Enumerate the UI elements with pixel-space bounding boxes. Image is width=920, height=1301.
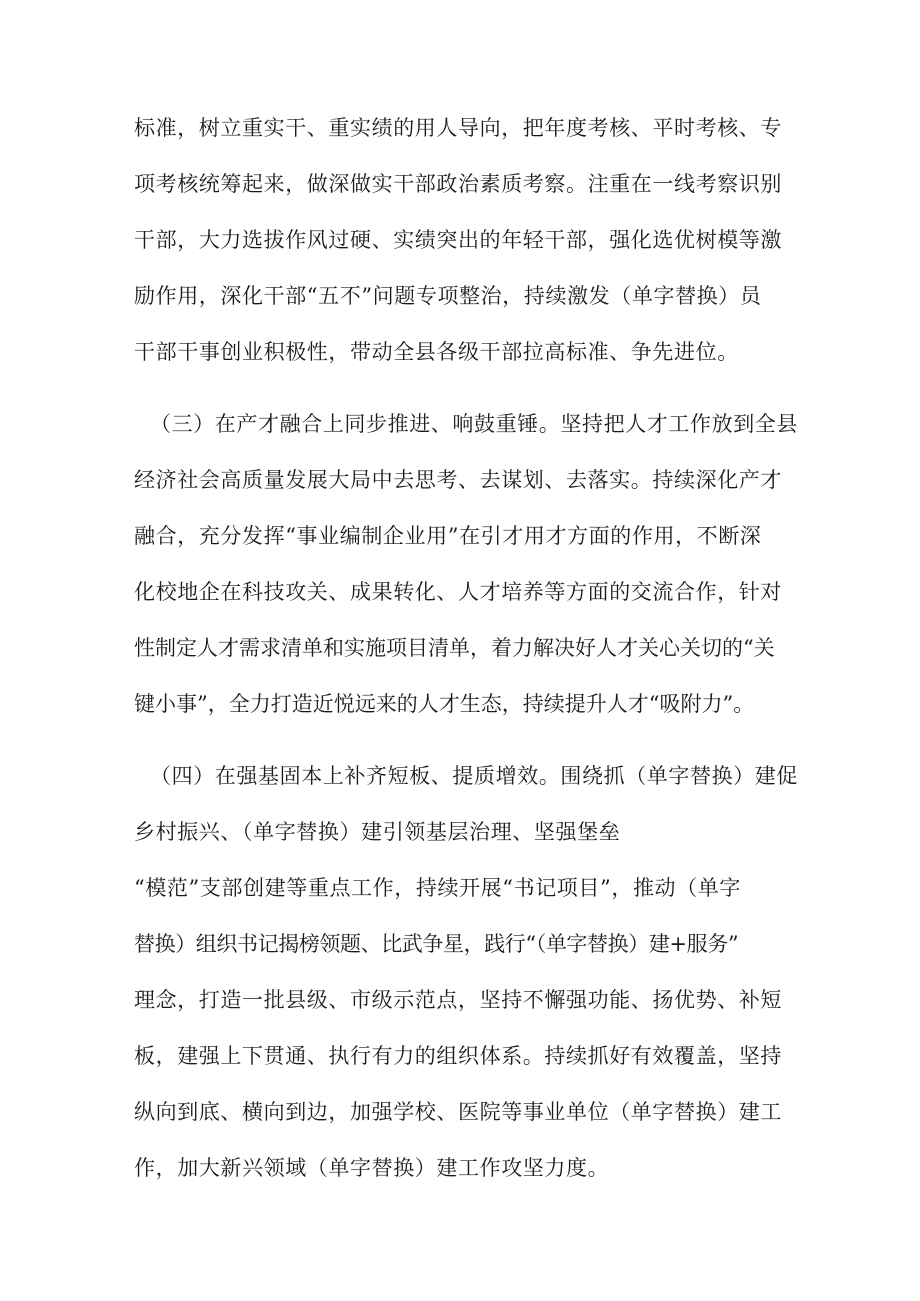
paragraph-line: “模范”支部创建等重点工作，持续开展“书记项目”，推动（单字 [134, 876, 741, 900]
paragraph-line: 干部干事创业积极性，带动全县各级干部拉高标准、争先进位。 [134, 340, 739, 364]
paragraph-line: 板，建强上下贯通、执行有力的组织体系。持续抓好有效覆盖，坚持 [134, 1044, 782, 1068]
paragraph-line: 键小事”，全力打造近悦远来的人才生态，持续提升人才“吸附力”。 [134, 692, 755, 716]
paragraph-line: 励作用，深化干部“五不”问题专项整治，持续激发（单字替换）员 [134, 284, 762, 308]
paragraph-line: 乡村振兴、（单字替换）建引领基层治理、坚强堡垒 [134, 820, 621, 844]
paragraph-line: 干部，大力选拔作风过硬、实绩突出的年轻干部，强化选优树模等激 [134, 228, 782, 252]
paragraph-line: 作，加大新兴领域（单字替换）建工作攻坚力度。 [134, 1156, 610, 1180]
paragraph-line: 性制定人才需求清单和实施项目清单，着力解决好人才关心关切的“关 [134, 636, 775, 660]
paragraph-line: 融合，充分发挥“事业编制企业用”在引才用才方面的作用，不断深 [134, 524, 762, 548]
paragraph-line: 项考核统筹起来，做深做实干部政治素质考察。注重在一线考察识别 [134, 172, 782, 196]
paragraph-line: 经济社会高质量发展大局中去思考、去谋划、去落实。持续深化产才 [134, 468, 782, 492]
paragraph-line: 标准，树立重实干、重实绩的用人导向，把年度考核、平时考核、专 [134, 116, 782, 140]
paragraph-line: 替换）组织书记揭榜领题、比武争星，践行“（单字替换）建+服务” [134, 932, 739, 956]
paragraph-line: 理念，打造一批县级、市级示范点，坚持不懈强功能、扬优势、补短 [134, 988, 782, 1012]
paragraph-line: 化校地企在科技攻关、成果转化、人才培养等方面的交流合作，针对 [134, 580, 782, 604]
section-heading-line: （四）在强基固本上补齐短板、提质增效。围绕抓（单字替换）建促 [150, 764, 798, 788]
paragraph-line: 纵向到底、横向到边，加强学校、医院等事业单位（单字替换）建工 [134, 1100, 782, 1124]
section-heading-line: （三）在产才融合上同步推进、响鼓重锤。坚持把人才工作放到全县 [150, 412, 798, 436]
